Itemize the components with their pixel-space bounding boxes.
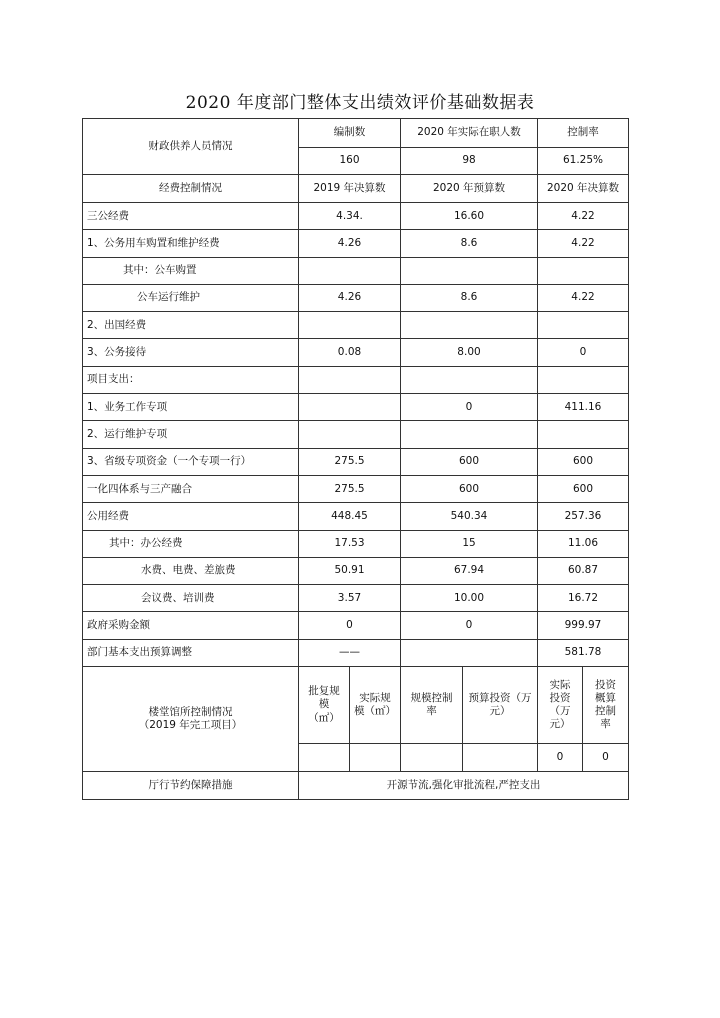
funds-header-2019: 2019 年决算数: [299, 175, 401, 203]
buildings-value-budget-investment: [463, 744, 538, 772]
value-2020-budget: [401, 312, 538, 339]
table-row: [83, 585, 629, 612]
staffing-value-actual: 98: [401, 148, 538, 175]
table-row: [83, 203, 629, 230]
value-2020-final: [538, 257, 629, 284]
value-2020-final: 411.16: [538, 394, 629, 421]
buildings-label: 楼堂馆所控制情况 （2019 年完工项目）: [83, 667, 299, 772]
value-2020-final: 257.36: [538, 503, 629, 530]
buildings-header-row: [83, 667, 629, 744]
buildings-header-scale-rate: 规模控制 率: [401, 667, 463, 744]
value-2019: 0.08: [299, 339, 401, 366]
row-label: 一化四体系与三产融合: [83, 475, 299, 502]
staffing-header-actual: 2020 年实际在职人数: [401, 119, 538, 148]
value-2020-budget: [401, 366, 538, 393]
value-2020-final: 4.22: [538, 230, 629, 257]
value-2020-budget: 67.94: [401, 557, 538, 584]
value-2019: [299, 366, 401, 393]
table-row: [83, 257, 629, 284]
value-2019: 4.34.: [299, 203, 401, 230]
funds-header-2020-budget: 2020 年预算数: [401, 175, 538, 203]
staffing-header-quota: 编制数: [299, 119, 401, 148]
value-2020-final: 999.97: [538, 612, 629, 639]
table-row: [83, 366, 629, 393]
funds-header-row: [83, 175, 629, 203]
value-2019: 4.26: [299, 284, 401, 311]
row-label: 部门基本支出预算调整: [83, 639, 299, 666]
staffing-value-rate: 61.25%: [538, 148, 629, 175]
row-label: 2、运行维护专项: [83, 421, 299, 448]
value-2020-budget: 540.34: [401, 503, 538, 530]
table-row: [83, 503, 629, 530]
staffing-header-rate: 控制率: [538, 119, 629, 148]
value-2020-budget: 8.00: [401, 339, 538, 366]
funds-header-2020-final: 2020 年决算数: [538, 175, 629, 203]
value-2019: [299, 257, 401, 284]
buildings-value-actual-scale: [350, 744, 401, 772]
value-2020-budget: 0: [401, 612, 538, 639]
row-label: 3、省级专项资金（一个专项一行）: [83, 448, 299, 475]
buildings-value-approved-scale: [299, 744, 350, 772]
row-label: 会议费、培训费: [83, 585, 299, 612]
table-row: [83, 448, 629, 475]
value-2020-budget: 600: [401, 448, 538, 475]
row-label: 3、公务接待: [83, 339, 299, 366]
value-2020-final: 0: [538, 339, 629, 366]
row-label: 公车运行维护: [83, 284, 299, 311]
row-label: 其中：办公经费: [83, 530, 299, 557]
value-2019: 3.57: [299, 585, 401, 612]
buildings-header-investment-rate: 投资 概算 控制 率: [583, 667, 629, 744]
value-2019: [299, 394, 401, 421]
value-2020-final: [538, 312, 629, 339]
value-2020-final: [538, 366, 629, 393]
table-row: [83, 421, 629, 448]
table-row: [83, 557, 629, 584]
buildings-value-actual-investment: 0: [538, 744, 583, 772]
table-row: [83, 612, 629, 639]
data-table: [82, 118, 629, 800]
buildings-value-investment-rate: 0: [583, 744, 629, 772]
staffing-value-quota: 160: [299, 148, 401, 175]
staffing-header-row: [83, 119, 629, 148]
funds-label: 经费控制情况: [83, 175, 299, 203]
value-2020-budget: 600: [401, 475, 538, 502]
row-label: 项目支出：: [83, 366, 299, 393]
value-2019: [299, 312, 401, 339]
row-label: 其中：公车购置: [83, 257, 299, 284]
row-label: 三公经费: [83, 203, 299, 230]
value-2020-final: 4.22: [538, 284, 629, 311]
value-2019: 448.45: [299, 503, 401, 530]
savings-row: [83, 772, 629, 800]
value-2019: 17.53: [299, 530, 401, 557]
value-2020-budget: [401, 421, 538, 448]
value-2019: 275.5: [299, 448, 401, 475]
savings-label: 厅行节约保障措施: [83, 772, 299, 800]
value-2019: ——: [299, 639, 401, 666]
buildings-header-budget-investment: 预算投资（万 元）: [463, 667, 538, 744]
table-row: [83, 284, 629, 311]
table-row: [83, 394, 629, 421]
value-2020-final: 600: [538, 448, 629, 475]
value-2020-budget: [401, 257, 538, 284]
value-2020-budget: 0: [401, 394, 538, 421]
page-title: 2020 年度部门整体支出绩效评价基础数据表: [185, 93, 535, 113]
value-2019: 275.5: [299, 475, 401, 502]
value-2020-final: 581.78: [538, 639, 629, 666]
table-row: [83, 639, 629, 666]
row-label: 1、公务用车购置和维护经费: [83, 230, 299, 257]
row-label: 公用经费: [83, 503, 299, 530]
value-2019: 50.91: [299, 557, 401, 584]
value-2020-budget: 10.00: [401, 585, 538, 612]
value-2020-final: 4.22: [538, 203, 629, 230]
value-2020-final: [538, 421, 629, 448]
value-2020-final: 60.87: [538, 557, 629, 584]
row-label: 水费、电费、差旅费: [83, 557, 299, 584]
buildings-value-scale-rate: [401, 744, 463, 772]
buildings-header-actual-scale: 实际规 模（㎡）: [350, 667, 401, 744]
row-label: 2、出国经费: [83, 312, 299, 339]
savings-value: 开源节流,强化审批流程,严控支出: [299, 772, 629, 800]
table-row: [83, 312, 629, 339]
value-2019: 0: [299, 612, 401, 639]
value-2020-budget: [401, 639, 538, 666]
row-label: 政府采购金额: [83, 612, 299, 639]
value-2020-budget: 16.60: [401, 203, 538, 230]
value-2020-final: 600: [538, 475, 629, 502]
value-2020-budget: 8.6: [401, 230, 538, 257]
value-2020-budget: 8.6: [401, 284, 538, 311]
value-2019: 4.26: [299, 230, 401, 257]
buildings-header-approved-scale: 批复规 模 （㎡）: [299, 667, 350, 744]
value-2020-final: 16.72: [538, 585, 629, 612]
table-row: [83, 339, 629, 366]
table-row: [83, 475, 629, 502]
buildings-header-actual-investment: 实际 投资 （万 元）: [538, 667, 583, 744]
staffing-label: 财政供养人员情况: [83, 119, 299, 175]
table-row: [83, 230, 629, 257]
value-2019: [299, 421, 401, 448]
value-2020-final: 11.06: [538, 530, 629, 557]
table-row: [83, 530, 629, 557]
row-label: 1、业务工作专项: [83, 394, 299, 421]
value-2020-budget: 15: [401, 530, 538, 557]
